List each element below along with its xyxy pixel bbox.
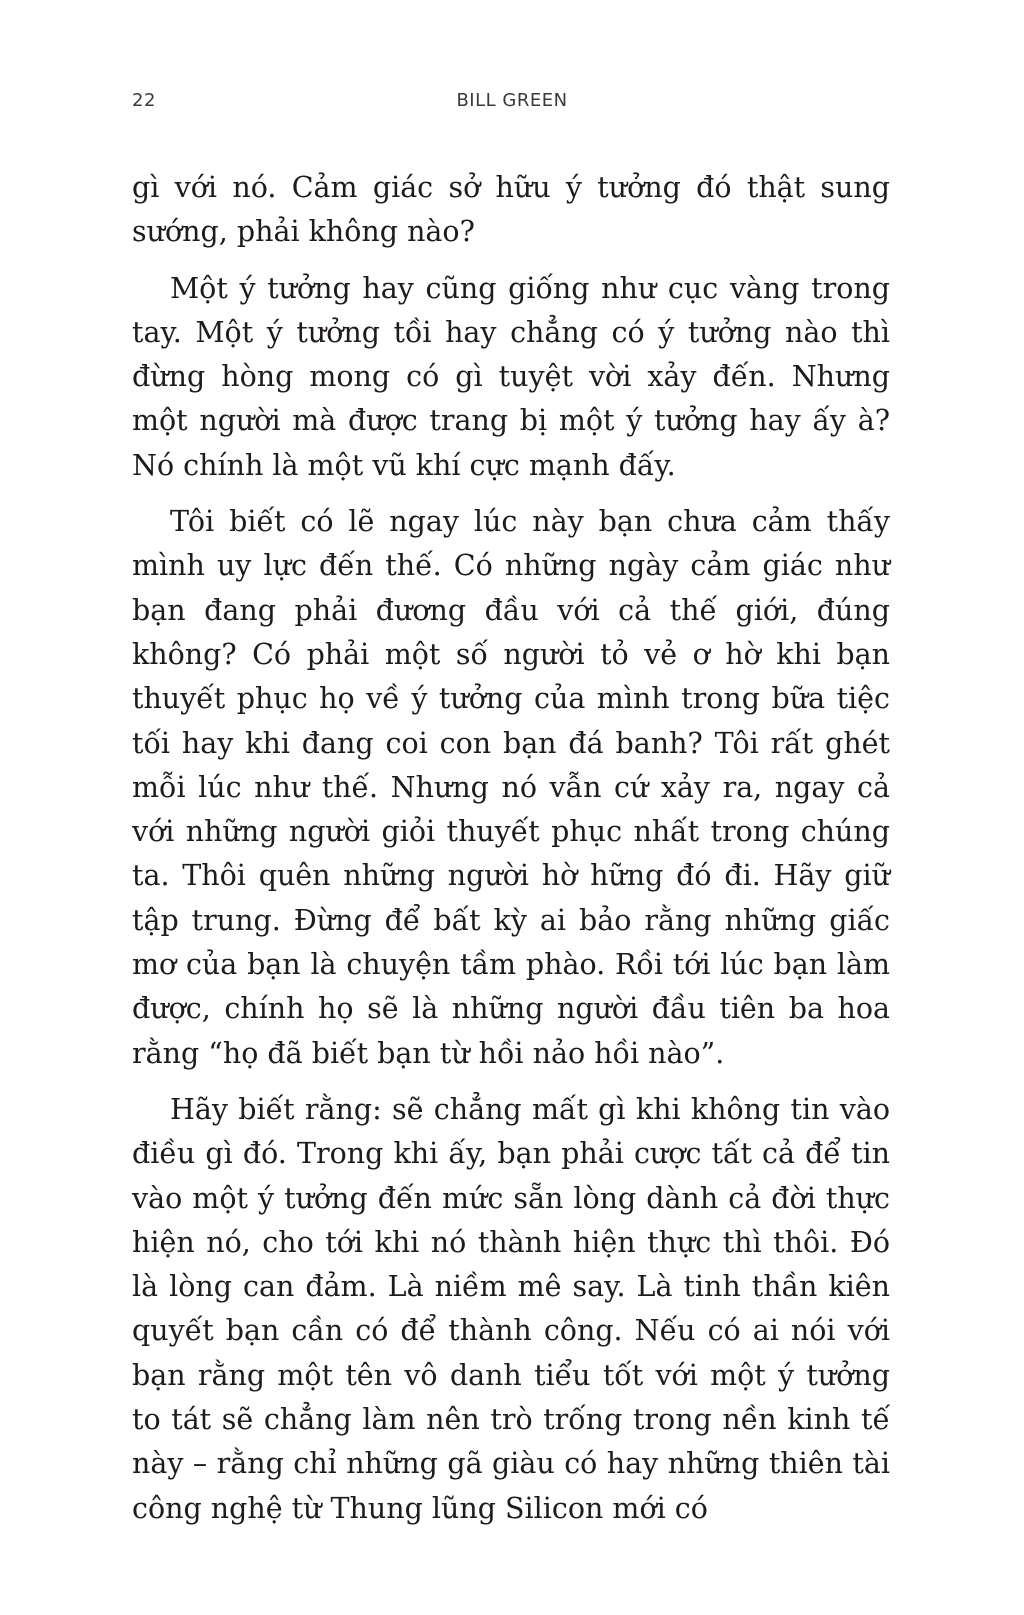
body-text: [132, 166, 890, 1543]
paragraph: Một ý tưởng hay cũng giống như cục vàng trong tay. Một ý tưởng tồi hay chẳng có ý tưởng nào thì đừng hòng mong có gì tuyệt vời xảy đến. Nhưng một người mà được trang bị một ý tưởng hay ấy à? Nó chính là một vũ khí cực mạnh đấy.: [132, 271, 890, 482]
page-number: 22: [132, 90, 156, 111]
paragraph: Hãy biết rằng: sẽ chẳng mất gì khi không tin vào điều gì đó. Trong khi ấy, bạn phải cược tất cả để tin vào một ý tưởng đến mức sẵn lòng dành cả đời thực hiện nó, cho tới khi nó thành hiện thực thì thôi. Đó là lòng can đảm. Là niềm mê say. Là tinh thần kiên quyết bạn cần có để thành công. Nếu có ai nói với bạn rằng một tên vô danh tiểu tốt với một ý tưởng to tát sẽ chẳng làm nên trò trống trong nền kinh tế này – rằng chỉ những gã giàu có hay những thiên tài công nghệ từ Thung lũng Silicon mới có: [132, 1092, 890, 1525]
running-head: [132, 90, 892, 116]
paragraph-continued: gì với nó. Cảm giác sở hữu ý tưởng đó thật sung sướng, phải không nào?: [132, 171, 890, 249]
paragraph: Tôi biết có lẽ ngay lúc này bạn chưa cảm thấy mình uy lực đến thế. Có những ngày cảm giác như bạn đang phải đương đầu với cả thế giới, đúng không? Có phải một số người tỏ vẻ ơ hờ khi bạn thuyết phục họ về ý tưởng của mình trong bữa tiệc tối hay khi đang coi con bạn đá banh? Tôi rất ghét mỗi lúc như thế. Nhưng nó vẫn cứ xảy ra, ngay cả với những người giỏi thuyết phục nhất trong chúng ta. Thôi quên những người hờ hững đó đi. Hãy giữ tập trung. Đừng để bất kỳ ai bảo rằng những giấc mơ của bạn là chuyện tầm phào. Rồi tới lúc bạn làm được, chính họ sẽ là những người đầu tiên ba hoa rằng “họ đã biết bạn từ hồi nảo hồi nào”.: [132, 505, 890, 1070]
book-author: BILL GREEN: [456, 90, 568, 111]
